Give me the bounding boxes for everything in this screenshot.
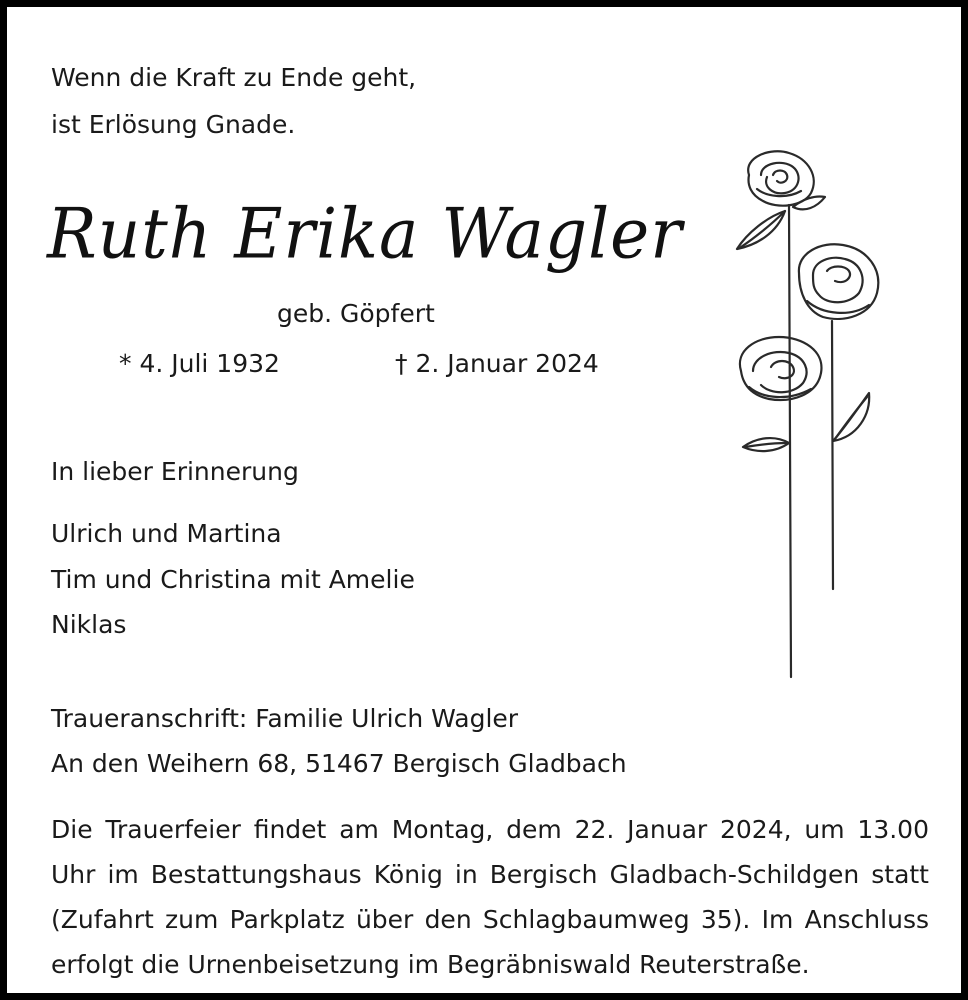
rose-flower-left bbox=[740, 337, 822, 400]
rose-flower-top bbox=[748, 151, 814, 205]
birth-date: * 4. Juli 1932 bbox=[119, 349, 280, 378]
quote-line-1: Wenn die Kraft zu Ende geht, bbox=[51, 63, 417, 92]
address-line-1: Traueranschrift: Familie Ulrich Wagler bbox=[51, 704, 519, 733]
rose-stem-left bbox=[789, 205, 791, 677]
maiden-name: geb. Göpfert bbox=[277, 299, 435, 328]
address-line-2: An den Weihern 68, 51467 Bergisch Gladbach bbox=[51, 749, 627, 778]
mourner-line: Tim und Christina mit Amelie bbox=[51, 565, 415, 594]
roses-illustration bbox=[727, 145, 907, 685]
death-date: † 2. Januar 2024 bbox=[395, 349, 599, 378]
mourners-intro: In lieber Erinnerung bbox=[51, 457, 299, 486]
mourner-line: Ulrich und Martina bbox=[51, 519, 282, 548]
service-paragraph: Die Trauerfeier findet am Montag, dem 22. Januar 2024, um 13.00 Uhr im Bestattungshaus König in Bergisch Gladbach-Schildgen statt (Zufahrt zum Parkplatz über den Schlagbaumweg 35). Im Anschluss erfolgt die Urnenbeisetzung im Begräbniswald Reuterstraße. bbox=[51, 815, 929, 979]
mourner-line: Niklas bbox=[51, 610, 127, 639]
rose-stem-right bbox=[832, 321, 833, 589]
deceased-name: Ruth Erika Wagler bbox=[47, 193, 683, 275]
quote-line-2: ist Erlösung Gnade. bbox=[51, 110, 296, 139]
rose-flower-right bbox=[799, 244, 878, 319]
rose-leaves bbox=[737, 196, 869, 451]
